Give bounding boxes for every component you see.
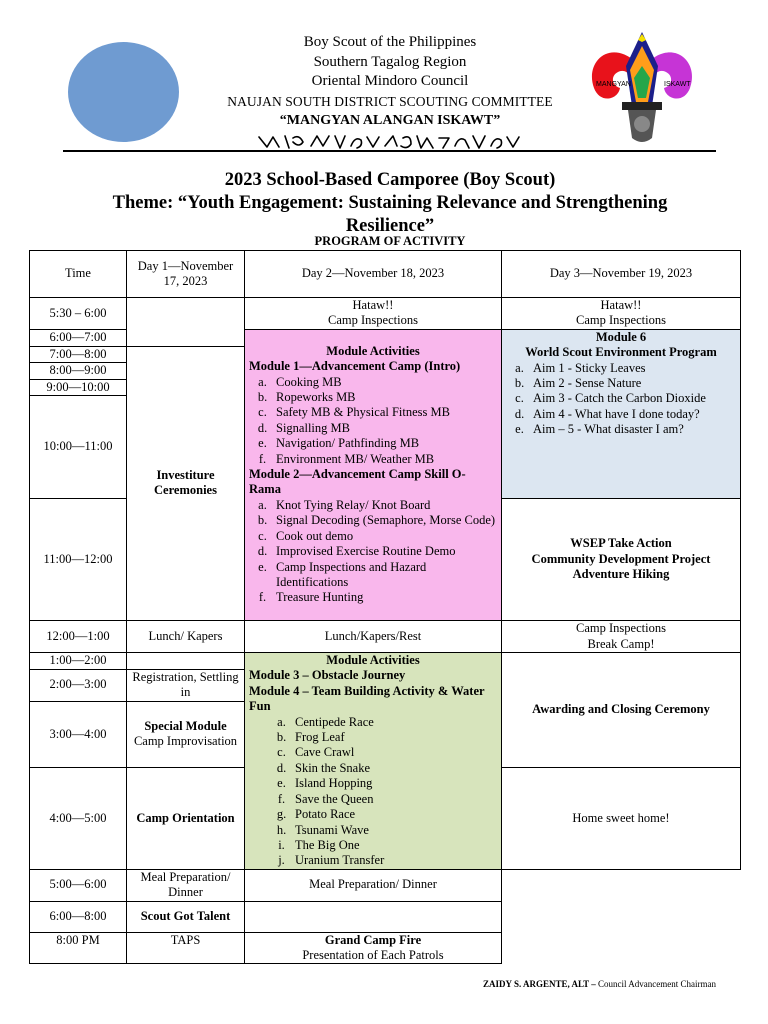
list-item: d. Aim 4 - What have I done today? [514,406,700,421]
title-line2: Theme: “Youth Engagement: Sustaining Relevance and Strengthening [112,193,668,213]
table-row [30,298,741,330]
header-rule [63,150,716,152]
logo-text-left: MANGYAN [596,81,631,88]
day1-registration: Registration, Settling in [127,669,245,701]
table-row [30,621,741,653]
time-cell: 9:00—10:00 [30,379,127,395]
header-day1: Day 1—November 17, 2023 [127,251,245,298]
motto: “MANGYAN ALANGAN ISKAWT” [279,113,501,128]
day1-investiture [127,346,245,620]
list-item: b. Signal Decoding (Semaphore, Morse Code) [257,513,496,528]
special-module-title: Special Module [144,719,227,733]
special-module-sub: Camp Improvisation [133,734,238,749]
title-line1: 2023 School-Based Camporee (Boy Scout) [224,170,556,190]
day3-camp-inspections-2: Camp Inspections [576,621,666,636]
day2-empty-evening [245,901,502,932]
module1-title: Module 1—Advancement Camp (Intro) [249,359,461,374]
list-item: f. Treasure Hunting [258,590,364,605]
day1-empty [127,298,245,347]
module1-list [249,375,497,467]
campfire-title: Grand Camp Fire [324,932,422,947]
document-title [60,169,720,238]
council-name: Oriental Mindoro Council [311,73,469,89]
list-item: f. Environment MB/ Weather MB [258,451,435,466]
day1-meal: Meal Preparation/ Dinner [127,869,245,901]
day3-hataw-label: Hataw!! [600,298,642,312]
time-cell: 11:00—12:00 [30,499,127,621]
module-activities-pm-title: Module Activities [326,653,420,668]
mangyan-script [190,132,590,152]
day3-hataw [502,298,741,330]
module6-title: Module 6 [595,329,647,344]
investiture-label: Investiture Ceremonies [154,468,217,498]
take-action-line3: Adventure Hiking [572,567,670,582]
campfire-sub: Presentation of Each Patrols [302,947,444,962]
list-item: e. Navigation/ Pathfinding MB [258,436,420,451]
day2-hataw-label: Hataw!! [352,298,394,312]
list-item: e. Camp Inspections and Hazard Identifications [258,559,427,589]
module-activities-title: Module Activities [326,343,420,358]
day2-afternoon-modules [245,653,502,870]
region-name: Southern Tagalog Region [313,53,467,70]
district-logo [582,26,702,148]
table-row [30,869,741,901]
time-cell: 5:30 – 6:00 [30,298,127,330]
day2-campfire [245,932,502,964]
table-row [30,653,741,670]
day3-blank [502,869,741,964]
list-item: c. Cave Crawl [277,745,355,760]
list-item: c. Safety MB & Physical Fitness MB [258,405,450,420]
list-item: d. Skin the Snake [276,760,370,775]
day2-camp-inspections: Camp Inspections [328,313,418,328]
time-cell: 8:00—9:00 [30,363,127,379]
time-cell: 4:00—5:00 [30,768,127,870]
list-item: e. Island Hopping [277,776,373,791]
list-item: j. Uranium Transfer [278,853,385,868]
list-item: b. Ropeworks MB [257,390,356,405]
list-item: a. Aim 1 - Sticky Leaves [515,360,646,375]
awarding-label: Awarding and Closing Ceremony [532,702,710,717]
day1-talent [127,901,245,932]
talent-label: Scout Got Talent [140,908,231,923]
time-cell: 3:00—4:00 [30,701,127,767]
day3-module6 [502,329,741,498]
day3-break-camp [502,621,741,653]
time-cell: 6:00—8:00 [30,901,127,932]
wsep-title: World Scout Environment Program [525,345,717,360]
module2-list [249,498,497,606]
module2-title: Module 2—Advancement Camp Skill O-Rama [249,467,466,497]
module4-list [249,715,497,869]
list-item: h. Tsunami Wave [276,822,369,837]
aims-list [506,361,736,438]
list-item: d. Signalling MB [257,420,350,435]
day3-awarding [502,653,741,768]
list-item: i. The Big One [278,837,360,852]
list-item: e. Aim – 5 - What disaster I am? [515,422,684,437]
day3-home [502,768,741,870]
header-day2: Day 2—November 18, 2023 [245,251,502,298]
list-item: g. Potato Race [276,807,356,822]
orientation-label: Camp Orientation [136,810,235,825]
council-logo-placeholder [68,42,179,142]
time-cell: 12:00—1:00 [30,621,127,653]
org-name: Boy Scout of the Philippines [303,34,477,50]
letterhead [190,33,590,152]
list-item: d. Improvised Exercise Routine Demo [257,544,456,559]
day3-camp-inspections: Camp Inspections [576,313,666,328]
program-label: PROGRAM OF ACTIVITY [314,234,466,248]
day1-orientation [127,768,245,870]
list-item: c. Aim 3 - Catch the Carbon Dioxide [515,391,706,406]
schedule-table [29,250,741,964]
day2-morning-modules [245,329,502,620]
day3-take-action [502,499,741,621]
home-label: Home sweet home! [572,810,670,825]
list-item: a. Centipede Race [277,714,374,729]
time-cell: 2:00—3:00 [30,669,127,701]
list-item: a. Cooking MB [258,374,342,389]
time-cell: 6:00—7:00 [30,329,127,346]
title-line3: Resilience” [345,216,435,236]
day2-meal: Meal Preparation/ Dinner [245,869,502,901]
time-cell: 5:00—6:00 [30,869,127,901]
list-item: b. Frog Leaf [276,730,345,745]
day1-special-module [127,701,245,767]
signer-role: Council Advancement Chairman [598,979,716,989]
header-time: Time [30,251,127,298]
day1-lunch: Lunch/ Kapers [127,621,245,653]
time-cell: 1:00—2:00 [30,653,127,670]
list-item: c. Cook out demo [258,528,354,543]
header-day3: Day 3—November 19, 2023 [502,251,741,298]
list-item: b. Aim 2 - Sense Nature [514,376,642,391]
module4-title: Module 4 – Team Building Activity & Water Fun [249,683,485,714]
list-item: a. Knot Tying Relay/ Knot Board [258,497,431,512]
time-cell: 7:00—8:00 [30,346,127,362]
time-cell: 8:00 PM [30,932,127,964]
day1-empty-pm [127,653,245,670]
day2-lunch: Lunch/Kapers/Rest [245,621,502,653]
signer-name: ZAIDY S. ARGENTE, ALT – [483,979,596,989]
logo-text-right: ISKAWT [664,81,691,88]
time-cell: 10:00—11:00 [30,396,127,499]
signature-footer [483,979,716,989]
take-action-line1: WSEP Take Action [570,536,672,551]
day2-hataw [245,298,502,330]
day1-taps: TAPS [127,932,245,964]
take-action-line2: Community Development Project [531,551,711,566]
break-camp-label: Break Camp! [587,636,655,651]
committee-name: NAUJAN SOUTH DISTRICT SCOUTING COMMITTEE [227,93,553,109]
module3-title: Module 3 – Obstacle Journey [249,668,406,683]
table-header-row [30,251,741,298]
list-item: f. Save the Queen [277,791,374,806]
